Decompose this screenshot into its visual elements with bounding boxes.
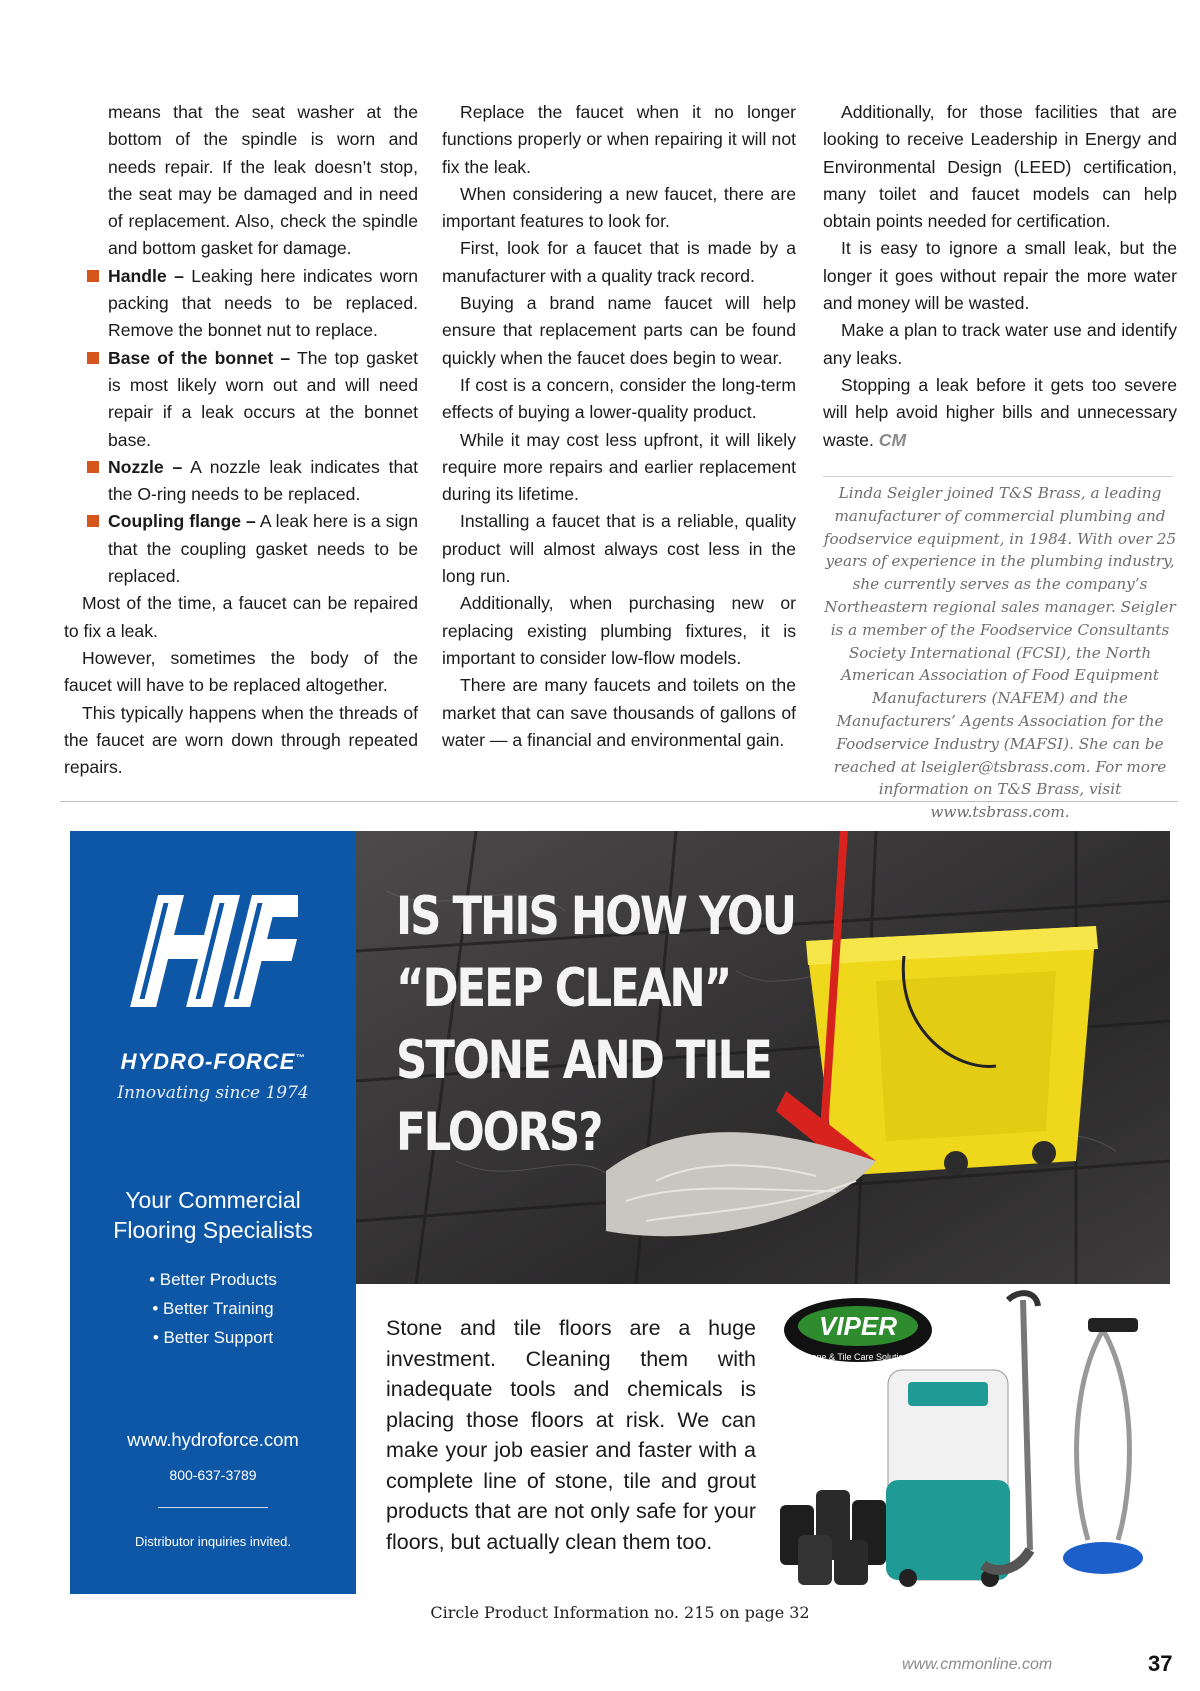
paragraph: Make a plan to track water use and identify any leaks. — [823, 320, 1177, 368]
headline-line-3: STONE AND TILE — [396, 1030, 771, 1091]
footer-website[interactable]: www.cmmonline.com — [902, 1656, 1053, 1673]
paragraph: However, sometimes the body of the faucet will have to be replaced altogether. — [64, 647, 418, 696]
paragraph: If cost is a concern, consider the long-term effects of buying a lower-quality product. — [442, 374, 796, 423]
perk-item: • Better Products — [149, 1270, 277, 1289]
chemical-bottles-icon — [780, 1490, 886, 1585]
bullet-term: Nozzle – — [108, 456, 183, 477]
page-divider — [60, 801, 1178, 802]
perk-item: • Better Training — [152, 1299, 274, 1318]
trademark: ™ — [295, 1052, 306, 1063]
paragraph: This typically happens when the threads of the faucet are worn down through repeated repairs. — [64, 702, 418, 778]
paragraph: means that the seat washer at the bottom of the spindle is worn and needs repair. If the leak doesn’t stop, the seat may be damaged and in need of replacement. Also, check the spindle and bottom gasket for damage. — [108, 102, 418, 259]
yellow-mop-bucket-icon — [806, 926, 1098, 1176]
viper-products-illustration — [768, 1290, 1172, 1588]
distributor-note: Distributor inquiries invited. — [134, 1534, 292, 1549]
bullet-text: A nozzle leak indicates that the O-ring needs to be replaced. — [108, 456, 418, 505]
bullet-term: Base of the bonnet – — [108, 347, 291, 368]
viper-logo — [784, 1298, 932, 1362]
paragraph: Most of the time, a faucet can be repaired to fix a leak. — [64, 593, 418, 641]
extractor-machine-icon — [886, 1370, 1010, 1587]
ad-website-link[interactable]: www.hydroforce.com — [127, 1429, 299, 1450]
ad-body-copy: Stone and tile floors are a huge investment. Cleaning them with inadequate tools and chemicals is placing those floors at risk. We can make your job easier and faster with a complete line of stone, tile and grout products that are not only safe for your floors, but actually clean them too. — [386, 1316, 756, 1554]
viper-logo-subtext: Stone & Tile Care Solutions — [802, 1352, 914, 1362]
cm-end-mark: CM — [878, 429, 907, 450]
bullet-text: A leak here is a sign that the coupling gasket needs to be replaced. — [108, 511, 418, 587]
paragraph — [823, 372, 1177, 454]
headline-line-2: “DEEP CLEAN” — [396, 958, 731, 1019]
viper-logo-text: VIPER — [818, 1311, 898, 1341]
headline-line-1: IS THIS HOW YOU — [396, 886, 796, 947]
bullet-item — [108, 345, 418, 454]
perk-item: • Better Support — [152, 1328, 274, 1347]
panel-divider — [158, 1507, 268, 1508]
brand-tagline: Innovating since 1974 — [117, 1083, 309, 1103]
bullet-term: Coupling flange – — [108, 511, 256, 532]
paragraph: Additionally, for those facilities that are looking to receive Leadership in Energy and Environmental Design (LEED) certification, many toilet and faucet models can help obtain points needed for certification. — [823, 102, 1177, 232]
paragraph: There are many faucets and toilets on the market that can save thousands of gallons of water — a financial and environmental gain. — [442, 675, 796, 750]
bio-divider — [823, 476, 1173, 477]
bullet-square-icon — [87, 461, 99, 473]
paragraph: It is easy to ignore a small leak, but the longer it goes without repair the more water and money will be wasted. — [823, 238, 1177, 314]
bullet-item — [108, 508, 418, 590]
bullet-item — [108, 263, 418, 345]
brand-name — [70, 1049, 356, 1075]
ad-brand-panel — [70, 831, 356, 1594]
paragraph: Additionally, when purchasing new or replacing existing plumbing fixtures, it is important to consider low-flow models. — [442, 593, 796, 668]
hydroforce-hf-logo — [128, 887, 298, 1015]
bullet-square-icon — [87, 352, 99, 364]
ad-headline — [396, 881, 806, 1169]
closing-text: Stopping a leak before it gets too severe will help avoid higher bills and unnecessary waste. — [823, 374, 1177, 450]
reader-service-note: Circle Product Information no. 215 on page 32 — [430, 1603, 810, 1622]
specialists-line-2: Flooring Specialists — [113, 1217, 313, 1243]
bullet-square-icon — [87, 270, 99, 282]
continued-list-text — [64, 99, 418, 590]
article-column-2 — [442, 99, 796, 754]
paragraph: Replace the faucet when it no longer functions properly or when repairing it will not fix the leak. — [442, 102, 796, 177]
author-bio-text: Linda Seigler joined T&S Brass, a leading manufacturer of commercial plumbing and foodservice equipment, in 1984. With over 25 years of experience in the plumbing industry, she currently serves as the company’s Northeastern regional sales manager. Seigler is a member of the Foodservice Consultants Society International (FCSI), the North American Association of Food Equipment Manufacturers (NAFEM) and the Manufacturers’ Agents Association for the Foodservice Industry (MAFSI). She can be reached at lseigler@tsbrass.com. For more information on T&S Brass, visit www.tsbrass.com. — [823, 484, 1177, 822]
bullet-term: Handle – — [108, 265, 184, 286]
paragraph: When considering a new faucet, there are important features to look for. — [442, 183, 796, 232]
perks-list — [70, 1265, 356, 1352]
bullet-item — [108, 454, 418, 509]
author-bio — [823, 482, 1177, 824]
ad-phone: 800-637-3789 — [169, 1467, 257, 1483]
bullet-text: Leaking here indicates worn packing that needs to be replaced. Remove the bonnet nut to replace. — [108, 265, 418, 341]
bullet-square-icon — [87, 515, 99, 527]
ad-hero-image — [356, 831, 1170, 1284]
specialists-heading — [70, 1185, 356, 1245]
paragraph: Installing a faucet that is a reliable, quality product will almost always cost less in the long run. — [442, 511, 796, 587]
bullet-text: The top gasket is most likely worn out and will need repair if a leak occurs at the bonnet base. — [108, 347, 418, 450]
headline-line-4: FLOORS? — [396, 1102, 602, 1163]
tile-tool-icon — [1063, 1318, 1143, 1574]
paragraph: While it may cost less upfront, it will likely require more repairs and earlier replacement during its lifetime. — [442, 429, 796, 505]
article-column-1 — [64, 99, 418, 781]
paragraph: First, look for a faucet that is made by a manufacturer with a quality track record. — [442, 238, 796, 286]
page-number: 37 — [1148, 1651, 1173, 1676]
article-column-3 — [823, 99, 1177, 454]
paragraph: Buying a brand name faucet will help ensure that replacement parts can be found quickly when the faucet does begin to wear. — [442, 293, 796, 368]
brand-text: HYDRO-FORCE — [120, 1049, 296, 1074]
specialists-line-1: Your Commercial — [125, 1187, 301, 1213]
